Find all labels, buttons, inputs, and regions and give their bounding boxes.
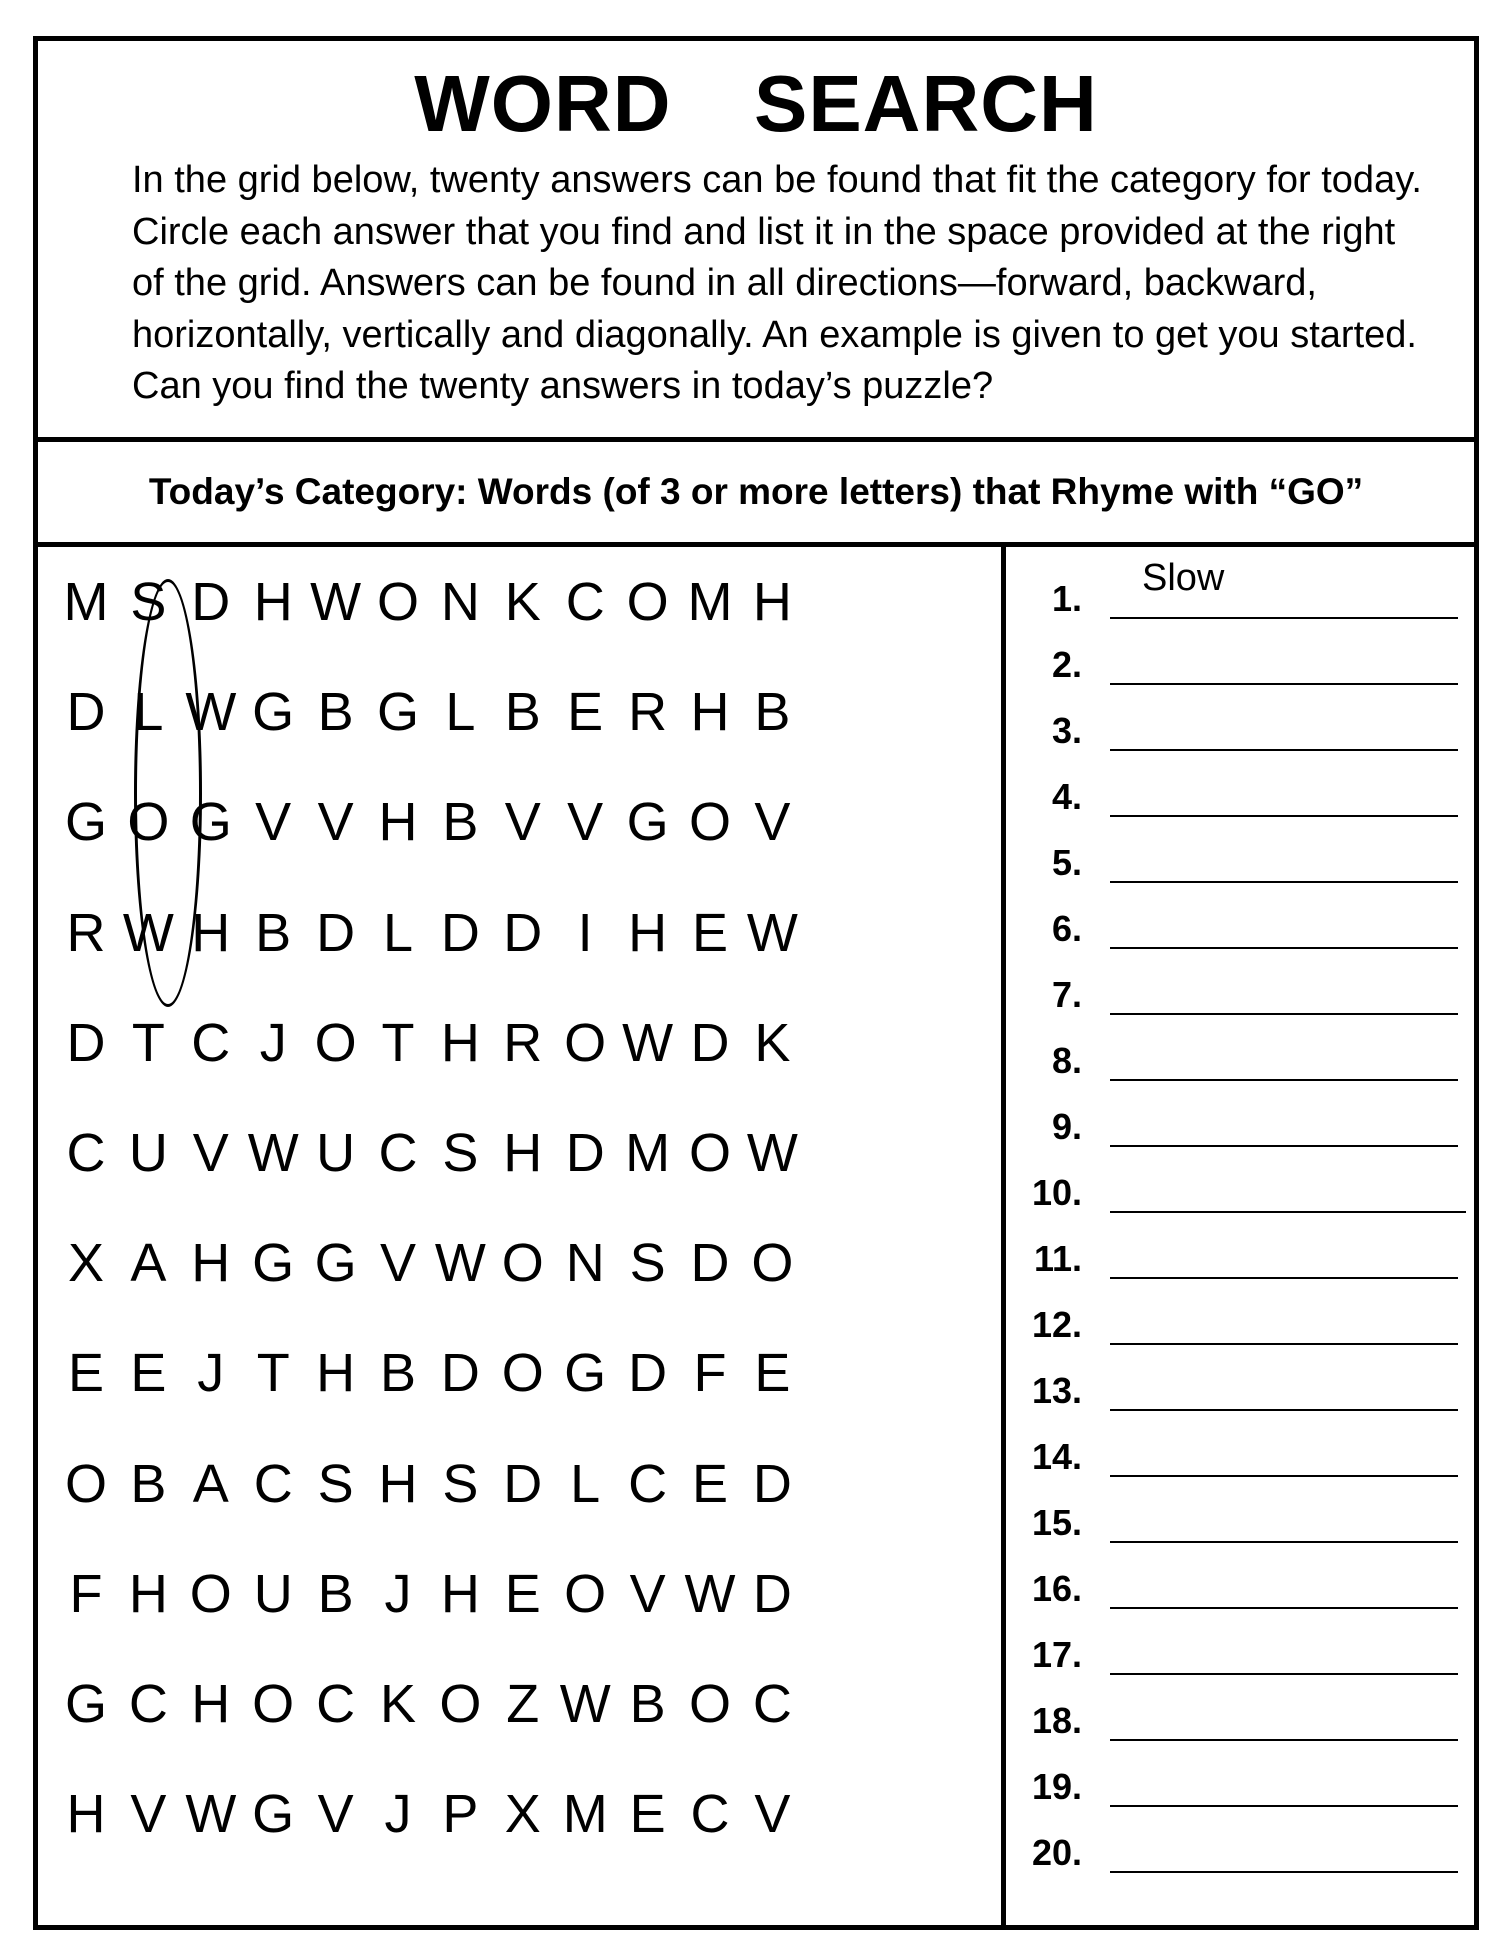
- grid-letter[interactable]: V: [754, 1784, 791, 1845]
- answer-blank[interactable]: [1110, 1343, 1458, 1345]
- answer-number: 18.: [1031, 1700, 1082, 1741]
- answer-blank[interactable]: [1110, 947, 1458, 949]
- answer-number: 4.: [1051, 776, 1082, 817]
- grid-letter[interactable]: O: [189, 1563, 232, 1624]
- grid-letter[interactable]: G: [64, 1674, 107, 1734]
- category-text: Today’s Category: Words (of 3 or more letters) that Rhyme with “GO”: [148, 471, 1364, 512]
- category-bar: [38, 442, 1474, 547]
- grid-letter[interactable]: G: [64, 792, 107, 853]
- answer-row: [1006, 1299, 1474, 1365]
- answer-blank[interactable]: [1110, 1475, 1458, 1477]
- answer-number: 2.: [1051, 644, 1082, 685]
- grid-letter[interactable]: W: [746, 1123, 798, 1183]
- grid-row: [38, 1429, 998, 1539]
- answer-row: [1006, 1167, 1474, 1233]
- grid-letter[interactable]: C: [378, 1123, 418, 1183]
- grid-letter[interactable]: X: [504, 1784, 541, 1845]
- answer-row: [1006, 1563, 1474, 1629]
- grid-letter[interactable]: G: [252, 1784, 295, 1845]
- answer-row: [1006, 837, 1474, 903]
- answer-blank[interactable]: [1110, 1607, 1458, 1609]
- grid-letter[interactable]: W: [185, 1784, 237, 1845]
- answer-row: [1006, 1101, 1474, 1167]
- grid-letter[interactable]: H: [628, 902, 668, 963]
- answer-blank[interactable]: [1110, 1277, 1458, 1279]
- grid-letter[interactable]: O: [688, 792, 731, 853]
- grid-row: [38, 1318, 998, 1428]
- grid-letter[interactable]: O: [127, 792, 170, 853]
- grid-letter[interactable]: H: [191, 902, 231, 963]
- grid-letter[interactable]: O: [376, 572, 419, 632]
- grid-letter[interactable]: C: [752, 1674, 792, 1734]
- grid-letter[interactable]: W: [434, 1233, 486, 1294]
- answer-row: [1006, 639, 1474, 705]
- grid-letter[interactable]: H: [440, 1563, 480, 1624]
- grid-letter[interactable]: J: [384, 1563, 412, 1624]
- grid-letter[interactable]: E: [67, 1343, 105, 1404]
- grid-letter[interactable]: D: [690, 1012, 730, 1073]
- grid-letter[interactable]: B: [130, 1453, 167, 1514]
- grid-row: [38, 1649, 998, 1759]
- grid-letter[interactable]: G: [564, 1343, 607, 1404]
- grid-letter[interactable]: H: [191, 1233, 231, 1294]
- grid-letter[interactable]: L: [570, 1453, 601, 1514]
- grid-row: [38, 767, 998, 877]
- grid-letter[interactable]: S: [130, 572, 167, 632]
- grid-letter[interactable]: W: [684, 1563, 736, 1624]
- grid-row: [38, 1208, 998, 1318]
- grid-letter[interactable]: G: [252, 1233, 295, 1294]
- answer-blank[interactable]: [1110, 1673, 1458, 1675]
- answer-number: 1.: [1051, 578, 1082, 619]
- grid-letter[interactable]: G: [376, 682, 419, 743]
- grid-letter[interactable]: O: [439, 1674, 482, 1734]
- answer-blank[interactable]: [1110, 1145, 1458, 1147]
- grid-letter[interactable]: G: [252, 682, 295, 743]
- grid-letter[interactable]: O: [314, 1012, 357, 1073]
- grid-letter[interactable]: B: [754, 682, 791, 743]
- grid-letter[interactable]: S: [442, 1123, 479, 1183]
- grid-letter[interactable]: C: [191, 1012, 231, 1073]
- grid-letter[interactable]: H: [690, 682, 730, 743]
- grid-letter[interactable]: G: [314, 1233, 357, 1294]
- answer-number: 19.: [1031, 1766, 1082, 1807]
- page-title: WORD SEARCH: [414, 59, 1098, 148]
- grid-letter[interactable]: L: [382, 902, 414, 963]
- answer-row: [1006, 1629, 1474, 1695]
- answer-blank[interactable]: [1110, 1409, 1458, 1411]
- grid-letter[interactable]: O: [252, 1674, 295, 1734]
- answer-row: [1006, 1035, 1474, 1101]
- grid-letter[interactable]: H: [191, 1674, 231, 1734]
- grid-letter[interactable]: O: [501, 1343, 544, 1404]
- answer-blank[interactable]: [1110, 683, 1458, 685]
- answer-number: 16.: [1031, 1568, 1082, 1609]
- answer-blank[interactable]: [1110, 1211, 1466, 1213]
- answer-row: [1006, 1827, 1474, 1893]
- grid-letter[interactable]: C: [565, 572, 605, 632]
- grid-letter[interactable]: N: [440, 572, 480, 632]
- grid-letter[interactable]: E: [754, 1343, 791, 1404]
- grid-letter[interactable]: Z: [506, 1674, 540, 1734]
- grid-letter[interactable]: H: [253, 572, 293, 632]
- answer-number: 15.: [1031, 1502, 1082, 1543]
- word-search-sheet: [33, 36, 1479, 1930]
- answer-row: [1006, 771, 1474, 837]
- grid-letter[interactable]: B: [379, 1343, 417, 1404]
- answer-number: 7.: [1051, 974, 1082, 1015]
- grid-letter[interactable]: R: [66, 902, 106, 963]
- grid-row: [38, 988, 998, 1098]
- grid-row: [38, 547, 998, 657]
- grid-letter[interactable]: M: [625, 1123, 671, 1183]
- grid-letter[interactable]: V: [504, 792, 541, 853]
- grid-letter[interactable]: N: [565, 1233, 605, 1294]
- answer-row: [1006, 557, 1474, 639]
- grid-letter[interactable]: H: [378, 1453, 418, 1514]
- grid-letter[interactable]: J: [259, 1012, 287, 1073]
- grid-letter[interactable]: D: [752, 1563, 792, 1624]
- grid-letter[interactable]: O: [626, 572, 669, 632]
- grid-letter[interactable]: K: [379, 1674, 417, 1734]
- grid-letter[interactable]: O: [64, 1453, 107, 1514]
- answer-blank[interactable]: [1110, 1541, 1458, 1543]
- grid-letter[interactable]: S: [317, 1453, 354, 1514]
- answer-value: Slow: [1142, 557, 1225, 599]
- grid-letter[interactable]: W: [185, 682, 237, 743]
- grid-letter[interactable]: V: [255, 792, 292, 853]
- grid-letter[interactable]: G: [626, 792, 669, 853]
- grid-letter[interactable]: W: [746, 902, 798, 963]
- grid-row: [38, 1098, 998, 1208]
- grid-letter[interactable]: B: [317, 1563, 354, 1624]
- grid-letter[interactable]: O: [501, 1233, 544, 1294]
- answer-blank[interactable]: [1110, 1013, 1458, 1015]
- answer-number: 12.: [1031, 1304, 1082, 1345]
- grid-letter[interactable]: H: [440, 1012, 480, 1073]
- answer-row: [1006, 1431, 1474, 1497]
- grid-letter[interactable]: O: [751, 1233, 794, 1294]
- grid-letter[interactable]: J: [384, 1784, 412, 1845]
- grid-letter[interactable]: E: [629, 1784, 666, 1845]
- grid-letter[interactable]: H: [66, 1784, 106, 1845]
- answer-blank[interactable]: [1110, 815, 1458, 817]
- grid-letter[interactable]: E: [504, 1563, 541, 1624]
- grid-letter[interactable]: D: [565, 1123, 605, 1183]
- grid-letter[interactable]: M: [63, 572, 109, 632]
- grid-letter[interactable]: R: [628, 682, 668, 743]
- grid-letter[interactable]: M: [562, 1784, 608, 1845]
- answer-number: 8.: [1051, 1040, 1082, 1081]
- answer-number: 5.: [1051, 842, 1082, 883]
- answer-blank[interactable]: [1110, 1079, 1458, 1081]
- answer-number: 13.: [1031, 1370, 1082, 1411]
- grid-letter[interactable]: A: [192, 1453, 229, 1514]
- grid-letter[interactable]: T: [381, 1012, 415, 1073]
- grid-letter[interactable]: H: [752, 572, 792, 632]
- grid-letter[interactable]: P: [442, 1784, 479, 1845]
- grid-letter[interactable]: B: [255, 902, 292, 963]
- grid-letter[interactable]: C: [66, 1123, 106, 1183]
- grid-letter[interactable]: J: [197, 1343, 225, 1404]
- grid-letter[interactable]: B: [504, 682, 541, 743]
- grid-letter[interactable]: V: [567, 792, 604, 853]
- grid-letter[interactable]: W: [622, 1012, 674, 1073]
- grid-letter[interactable]: L: [133, 682, 164, 743]
- grid-letter[interactable]: V: [192, 1123, 229, 1183]
- grid-letter[interactable]: C: [690, 1784, 730, 1845]
- letter-grid: [38, 547, 1006, 1925]
- grid-letter[interactable]: W: [559, 1674, 611, 1734]
- grid-letter[interactable]: S: [442, 1453, 479, 1514]
- instructions-text: In the grid below, twenty answers can be found that fit the category for today. Circle each answer that you find and list it in the space provided at the right of the grid. Answers can be found in all directions—forward, backward, horizontally, vertically and diagonally. An example is given to get you started. Can you find the twenty answers in today’s puzzle?: [132, 159, 1422, 407]
- grid-letter[interactable]: F: [69, 1563, 103, 1624]
- grid-letter[interactable]: L: [445, 682, 476, 743]
- grid-letter[interactable]: W: [122, 902, 174, 963]
- grid-letter[interactable]: V: [130, 1784, 167, 1845]
- grid-letter[interactable]: U: [253, 1563, 293, 1624]
- grid-letter[interactable]: W: [310, 572, 362, 632]
- answer-number: 17.: [1031, 1634, 1082, 1675]
- grid-letter[interactable]: T: [256, 1343, 290, 1404]
- grid-letter[interactable]: V: [317, 792, 354, 853]
- answer-blank[interactable]: [1110, 881, 1458, 883]
- grid-letter[interactable]: D: [628, 1343, 668, 1404]
- grid-letter[interactable]: D: [690, 1233, 730, 1294]
- grid-letter[interactable]: V: [379, 1233, 417, 1294]
- answer-row: [1006, 1233, 1474, 1299]
- grid-letter[interactable]: B: [442, 792, 479, 853]
- grid-letter[interactable]: B: [629, 1674, 666, 1734]
- grid-letter[interactable]: B: [317, 682, 354, 743]
- answer-row: [1006, 969, 1474, 1035]
- grid-letter[interactable]: K: [754, 1012, 791, 1073]
- answer-number: 20.: [1031, 1832, 1082, 1873]
- grid-letter[interactable]: G: [189, 792, 232, 853]
- grid-letter[interactable]: D: [503, 1453, 543, 1514]
- grid-letter[interactable]: A: [130, 1233, 167, 1294]
- answer-blank[interactable]: [1110, 1739, 1458, 1741]
- grid-letter[interactable]: K: [504, 572, 541, 632]
- answer-blank[interactable]: [1110, 1805, 1458, 1807]
- answer-row: [1006, 1497, 1474, 1563]
- grid-letter[interactable]: D: [503, 902, 543, 963]
- grid-row: [38, 1759, 998, 1869]
- answer-number: 11.: [1033, 1238, 1082, 1279]
- answer-blank[interactable]: [1110, 749, 1458, 751]
- grid-letter[interactable]: C: [316, 1674, 356, 1734]
- answer-blank[interactable]: [1110, 1871, 1458, 1873]
- grid-letter[interactable]: D: [752, 1453, 792, 1514]
- grid-letter[interactable]: F: [693, 1343, 727, 1404]
- grid-letter[interactable]: D: [66, 682, 106, 743]
- grid-letter[interactable]: I: [577, 902, 593, 963]
- answer-number: 3.: [1051, 710, 1082, 751]
- grid-letter[interactable]: R: [503, 1012, 543, 1073]
- answer-row: [1006, 705, 1474, 771]
- answer-blank[interactable]: [1110, 617, 1458, 619]
- grid-letter[interactable]: H: [128, 1563, 168, 1624]
- grid-letter[interactable]: U: [128, 1123, 168, 1183]
- answer-number: 9.: [1051, 1106, 1082, 1147]
- answer-number: 6.: [1051, 908, 1082, 949]
- grid-letter[interactable]: E: [130, 1343, 167, 1404]
- answer-list: [1006, 547, 1474, 1925]
- grid-letter[interactable]: H: [378, 792, 418, 853]
- grid-row: [38, 657, 998, 767]
- grid-letter[interactable]: V: [629, 1563, 666, 1624]
- grid-letter[interactable]: E: [691, 1453, 729, 1514]
- answer-row: [1006, 1365, 1474, 1431]
- grid-letter[interactable]: O: [564, 1012, 607, 1073]
- grid-letter[interactable]: C: [253, 1453, 293, 1514]
- grid-letter[interactable]: T: [131, 1012, 165, 1073]
- grid-letter[interactable]: V: [317, 1784, 354, 1845]
- grid-letter[interactable]: X: [67, 1233, 105, 1294]
- grid-row: [38, 878, 998, 988]
- answer-number: 10.: [1031, 1172, 1082, 1213]
- grid-letter[interactable]: H: [316, 1343, 356, 1404]
- grid-letter[interactable]: E: [691, 902, 729, 963]
- grid-letter[interactable]: E: [567, 682, 604, 743]
- header-box: [38, 41, 1474, 442]
- grid-letter[interactable]: S: [629, 1233, 666, 1294]
- grid-letter[interactable]: H: [503, 1123, 543, 1183]
- grid-letter[interactable]: O: [688, 1123, 731, 1183]
- grid-row: [38, 1539, 998, 1649]
- answer-row: [1006, 1761, 1474, 1827]
- grid-letter[interactable]: V: [754, 792, 791, 853]
- grid-letter[interactable]: D: [440, 1343, 480, 1404]
- grid-letter[interactable]: M: [687, 572, 733, 632]
- grid-letter[interactable]: W: [247, 1123, 299, 1183]
- grid-letter[interactable]: O: [688, 1674, 731, 1734]
- grid-letter[interactable]: D: [440, 902, 480, 963]
- grid-letter[interactable]: D: [191, 572, 231, 632]
- grid-letter[interactable]: C: [128, 1674, 168, 1734]
- answer-row: [1006, 903, 1474, 969]
- answer-number: 14.: [1031, 1436, 1082, 1477]
- grid-letter[interactable]: C: [628, 1453, 668, 1514]
- answer-row: [1006, 1695, 1474, 1761]
- grid-letter[interactable]: D: [66, 1012, 106, 1073]
- grid-letter[interactable]: D: [316, 902, 356, 963]
- grid-letter[interactable]: U: [316, 1123, 356, 1183]
- grid-letter[interactable]: O: [564, 1563, 607, 1624]
